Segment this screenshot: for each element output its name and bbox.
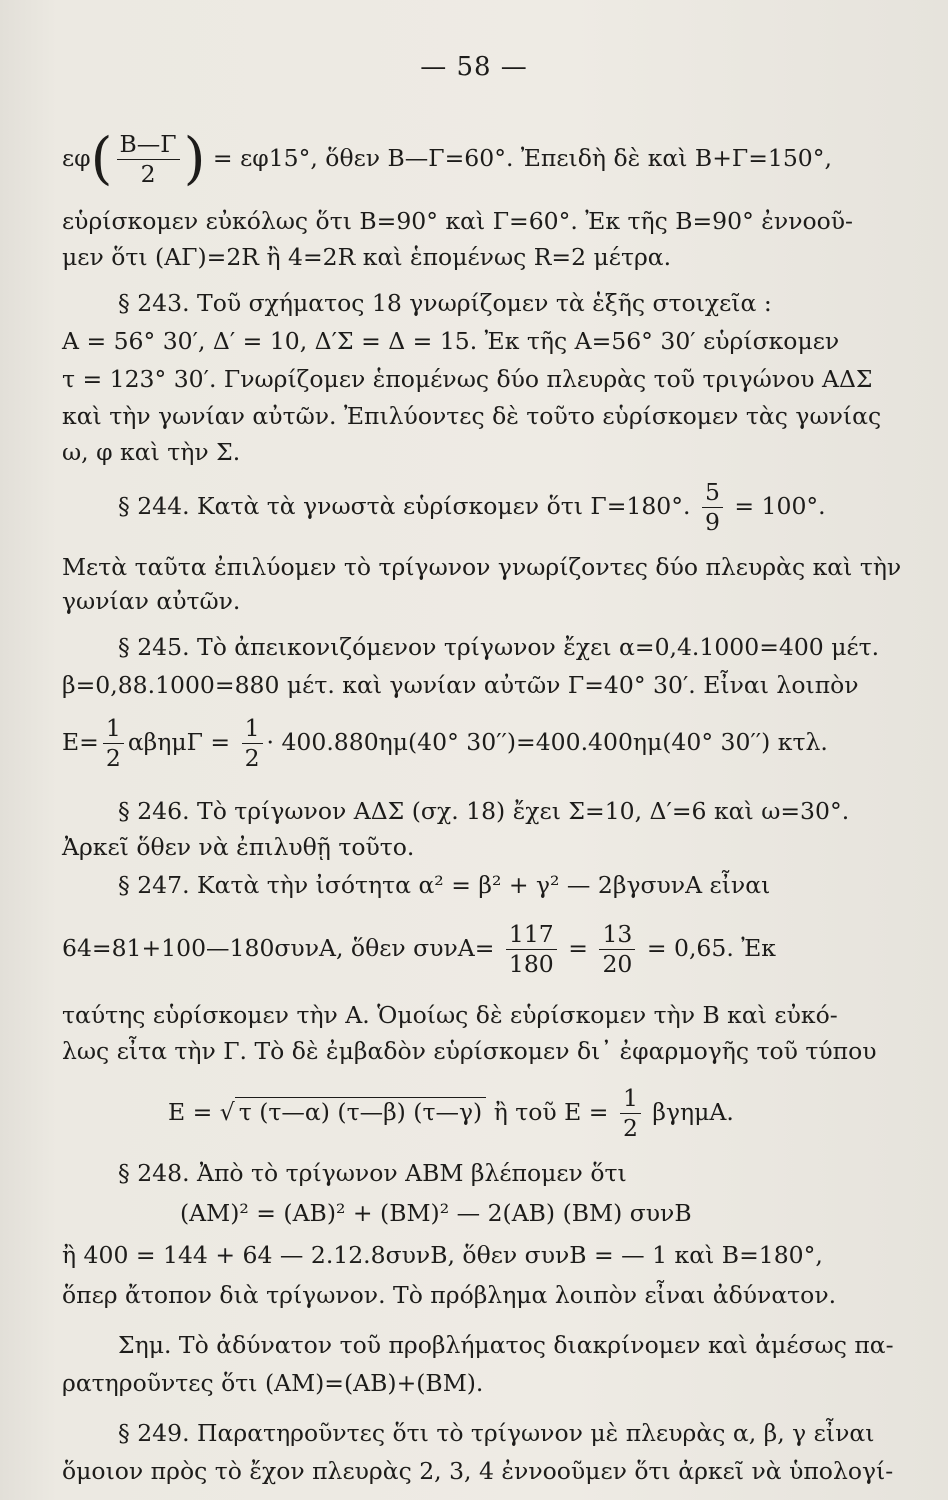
- text-line-7: καὶ τὴν γωνίαν αὐτῶν. Ἐπιλύοντες δὲ τοῦτο εὑρίσκομεν τὰς γωνίας: [62, 402, 882, 430]
- cosine-law-line: (ΑΜ)² = (ΑΒ)² + (ΒΜ)² — 2(ΑΒ) (ΒΜ) συνΒ: [180, 1199, 692, 1227]
- fraction-one-half-a: $\frac{1}{2}$: [103, 717, 124, 771]
- page-number: — 58 —: [420, 52, 528, 82]
- text-line-11: γωνίαν αὐτῶν.: [62, 587, 241, 615]
- paragraph-246: § 246. Τὸ τρίγωνον ΑΔΣ (σχ. 18) ἔχει Σ=10, Δ′=6 καὶ ω=30°.: [118, 797, 850, 825]
- text-line-20: λως εἶτα τὴν Γ. Τὸ δὲ ἐμβαδὸν εὑρίσκομεν δι᾽ ἐφαρμογῆς τοῦ τύπου: [62, 1037, 877, 1065]
- text-line-25: ὅπερ ἄτοπον διὰ τρίγωνον. Τὸ πρόβλημα λοιπὸν εἶναι ἀδύνατον.: [62, 1281, 837, 1309]
- text-line-13: β=0,88.1000=880 μέτ. καὶ γωνίαν αὐτῶν Γ=40° 30′. Εἶναι λοιπὸν: [62, 671, 859, 699]
- fraction-117-180: $\frac{117}{180}$: [506, 923, 557, 977]
- paragraph-245: § 245. Τὸ ἀπεικονιζόμενον τρίγωνον ἔχει α=0,4.1000=400 μέτ.: [118, 633, 880, 661]
- paren-open: (: [90, 126, 113, 192]
- text-line-10: Μετὰ ταῦτα ἐπιλύομεν τὸ τρίγωνον γνωρίζοντες δύο πλευρὰς καὶ τὴν: [62, 553, 902, 581]
- fraction-b-minus-g: $\frac{B—\Gamma}{2}$: [117, 133, 180, 187]
- remark-line: Σημ. Τὸ ἀδύνατον τοῦ προβλήματος διακρίνομεν καὶ ἀμέσως πα-: [118, 1331, 894, 1359]
- paragraph-249: § 249. Παρατηροῦντες ὅτι τὸ τρίγωνον μὲ πλευρὰς α, β, γ εἶναι: [118, 1419, 875, 1447]
- text-line-29: ὅμοιον πρὸς τὸ ἔχον πλευρὰς 2, 3, 4 ἐννοοῦμεν ὅτι ἀρκεῖ νὰ ὑπολογί-: [62, 1457, 894, 1485]
- text-line-16: Ἀρκεῖ ὅθεν νὰ ἐπιλυθῇ τοῦτο.: [62, 833, 415, 861]
- text-line-8: ω, φ καὶ τὴν Σ.: [62, 438, 241, 466]
- fraction-5-9: $\frac{5}{9}$: [702, 481, 723, 535]
- tan-label: εφ: [62, 144, 91, 172]
- text-line-2: εὑρίσκομεν εὐκόλως ὅτι Β=90° καὶ Γ=60°. Ἐκ τῆς Β=90° ἐννοοῦ-: [62, 207, 854, 235]
- fraction-one-half-c: $\frac{1}{2}$: [620, 1087, 641, 1141]
- paragraph-243-heading: § 243. Τοῦ σχήματος 18 γνωρίζομεν τὰ ἑξῆς στοιχεῖα :: [118, 289, 772, 317]
- text-line-1: εφ( $\frac{B—\Gamma}{2}$ ) = εφ15°, ὅθεν Β—Γ=60°. Ἐπειδὴ δὲ καὶ Β+Γ=150°,: [62, 126, 832, 192]
- text-line-27: ρατηροῦντες ὅτι (ΑΜ)=(ΑΒ)+(ΒΜ).: [62, 1369, 484, 1397]
- paren-close: ): [183, 126, 206, 192]
- text-line-19: ταύτης εὑρίσκομεν τὴν Α. Ὁμοίως δὲ εὑρίσκομεν τὴν Β καὶ εὐκό-: [62, 1001, 838, 1029]
- heron-formula-line: Ε = √ τ (τ—α) (τ—β) (τ—γ) ἢ τοῦ Ε = $\frac{1}{2}$ βγημΑ.: [168, 1083, 734, 1142]
- paragraph-248: § 248. Ἀπὸ τὸ τρίγωνον ΑΒΜ βλέπομεν ὅτι: [118, 1159, 627, 1187]
- cosine-formula-line: 64=81+100—180συνΑ, ὅθεν συνΑ= $\frac{117}{180}$ = $\frac{13}{20}$ = 0,65. Ἐκ: [62, 919, 776, 978]
- paragraph-244: § 244. Κατὰ τὰ γνωστὰ εὑρίσκομεν ὅτι Γ=180°. $\frac{5}{9}$ = 100°.: [118, 477, 826, 536]
- paragraph-247: § 247. Κατὰ τὴν ἰσότητα α² = β² + γ² — 2βγσυνΑ εἶναι: [118, 871, 771, 899]
- area-formula-line: Ε= $\frac{1}{2}$ αβημΓ = $\frac{1}{2}$ · 400.880ημ(40° 30′′)=400.400ημ(40° 30′′) κτλ.: [62, 713, 828, 772]
- square-root-expression: τ (τ—α) (τ—β) (τ—γ): [235, 1097, 486, 1126]
- fraction-13-20: $\frac{13}{20}$: [599, 923, 635, 977]
- text-line-5: Α = 56° 30′, Δ′ = 10, Δ′Σ = Δ = 15. Ἐκ τῆς Α=56° 30′ εὑρίσκομεν: [62, 327, 840, 355]
- text-line-3: μεν ὅτι (ΑΓ)=2R ἢ 4=2R καὶ ἑπομένως R=2 μέτρα.: [62, 243, 672, 271]
- text-line-6: τ = 123° 30′. Γνωρίζομεν ἑπομένως δύο πλευρὰς τοῦ τριγώνου ΑΔΣ: [62, 365, 873, 393]
- text-line-24: ἢ 400 = 144 + 64 — 2.12.8συνΒ, ὅθεν συνΒ = — 1 καὶ Β=180°,: [62, 1241, 823, 1269]
- fraction-one-half-b: $\frac{1}{2}$: [242, 717, 263, 771]
